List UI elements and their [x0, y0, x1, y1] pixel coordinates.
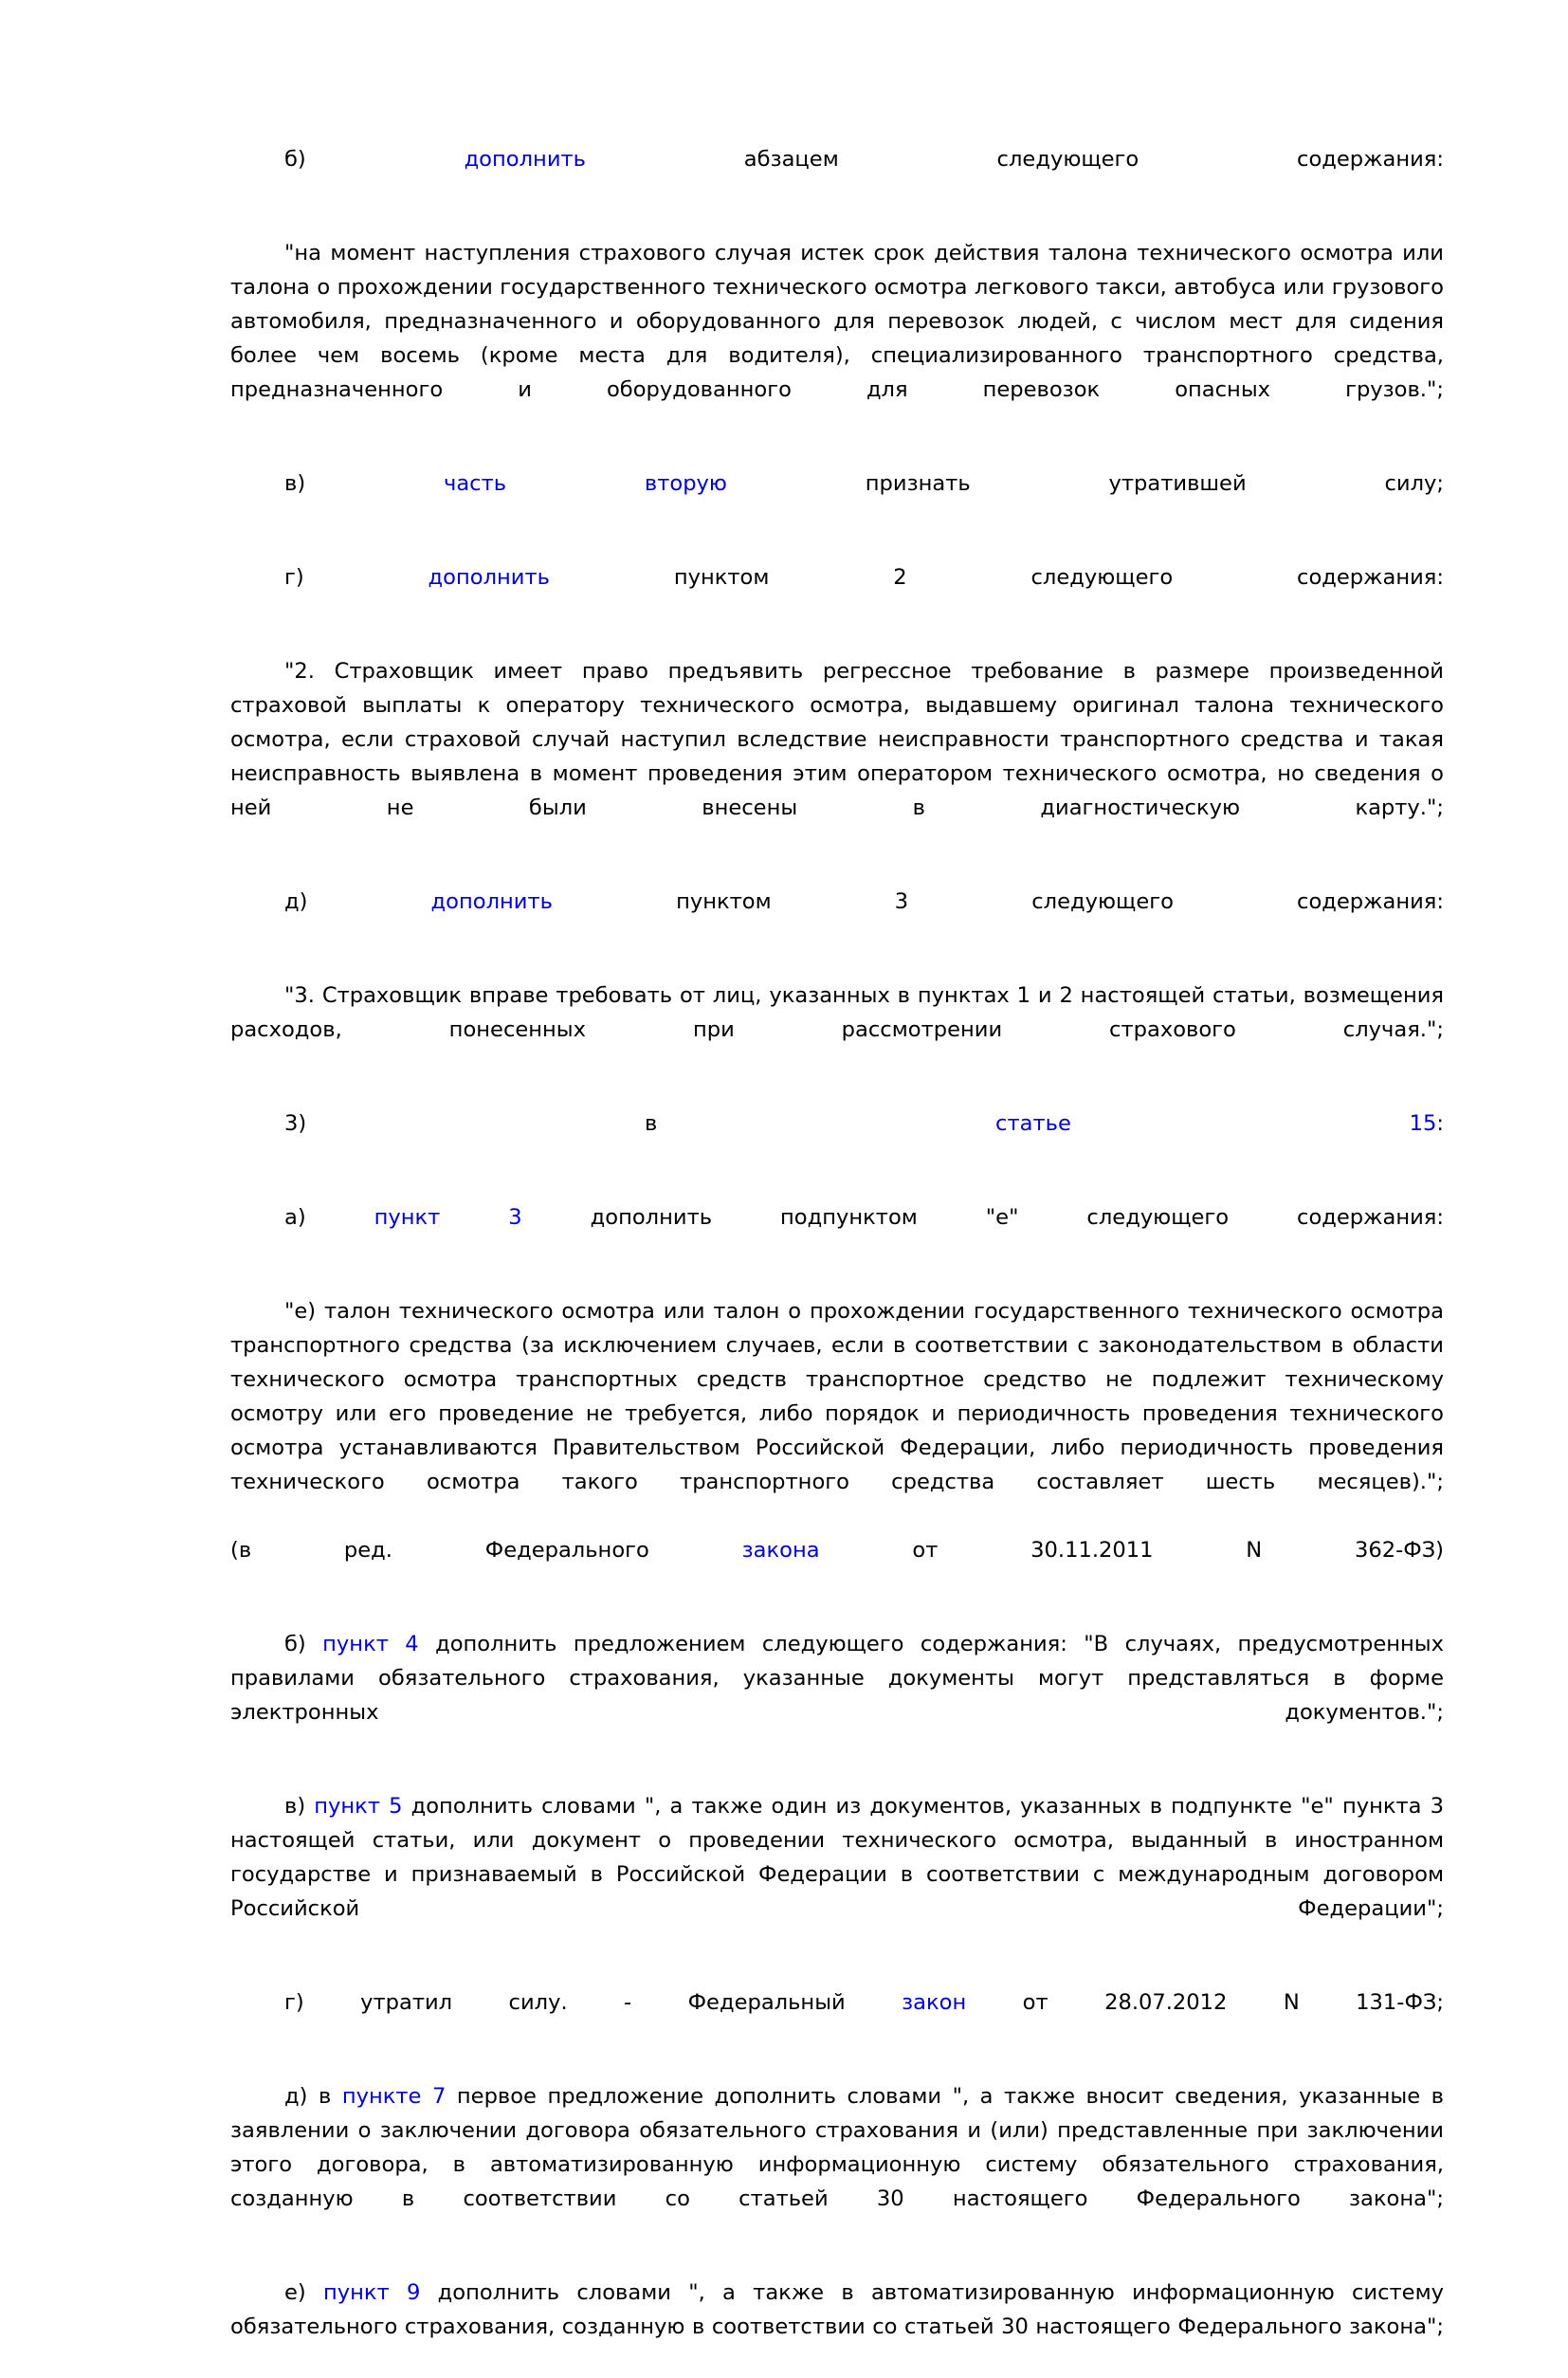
text-run: первое предложение дополнить словами ", а также вносит сведения, указанные в заявлении о заключении договора обязательного страхования и (или) представленные при заключении этого договора, в автоматизированную информационную систему обязательного страхования, созданную в соответствии со статьей 30 настоящего Федерального закона"; [230, 2084, 1444, 2211]
link-reference[interactable]: пункт 5 [314, 1794, 403, 1819]
text-run: а) [284, 1205, 374, 1230]
text-run: дополнить предложением следующего содержания: "В случаях, предусмотренных правилами обязательного страхования, указанные документы могут представляться в форме электронных документов."; [230, 1632, 1445, 1725]
text-run: б) [284, 147, 465, 172]
link-reference[interactable]: пункт 4 [322, 1632, 419, 1656]
text-run: пунктом 2 следующего содержания: [549, 565, 1444, 590]
text-run: "е) талон технического осмотра или талон о прохождении государственного технического осмотра транспортного средства (за исключением случаев, если в соответствии с законодательством в области технического осмотра транспортных средств транспортное средство не подлежит техническому осмотру или его проведение не требуется, либо порядок и периодичность проведения технического осмотра устанавливаются Правительством Российской Федерации, либо периодичность проведения технического осмотра такого транспортного средства составляет шесть месяцев)."; [230, 1299, 1444, 1494]
text-run: (в ред. Федерального [230, 1538, 742, 1563]
text-run: дополнить подпунктом "е" следующего содержания: [521, 1205, 1445, 1230]
text-run: пунктом 3 следующего содержания: [552, 889, 1444, 914]
link-reference[interactable]: дополнить [430, 889, 553, 914]
paragraph-item-v-chast-vtoruyu [230, 466, 1444, 535]
text-run: от 30.11.2011 N 362-ФЗ) [819, 1538, 1444, 1563]
paragraph-quote-na-moment-nastupleniya [230, 236, 1444, 441]
paragraph-item-e-punkt-9 [230, 2276, 1444, 2378]
paragraph-quote-punkt-2 [230, 654, 1444, 859]
link-reference[interactable]: часть вторую [443, 471, 727, 496]
text-run: от 28.07.2012 N 131-ФЗ; [966, 1990, 1444, 2015]
link-reference[interactable]: пункте 7 [341, 2084, 447, 2109]
paragraph-quote-punkt-3 [230, 979, 1444, 1081]
text-run: д) [284, 889, 431, 914]
paragraph-item-b-punkt-4 [230, 1627, 1444, 1764]
text-run: : [1436, 1111, 1444, 1136]
paragraph-item-3-v-state-15 [230, 1107, 1444, 1175]
paragraph-item-v-punkt-5 [230, 1789, 1444, 1960]
text-run: дополнить словами ", а также один из документов, указанных в подпункте "е" пункта 3 настоящей статьи, или документ о проведении технического осмотра, выданный в иностранном государстве и признаваемый в Российской Федерации в соответствии с международным договором Российской Федерации"; [230, 1794, 1445, 1921]
paragraph-item-d-punkt-7 [230, 2079, 1444, 2250]
text-run: "на момент наступления страхового случая истек срок действия талона технического осмотра или талона о прохождении государственного технического осмотра легкового такси, автобуса или грузового автомобиля, предназначенного и оборудованного для перевозок людей, с числом мест для сидения более чем восемь (кроме места для водителя), специализированного транспортного средства, предназначенного и оборудованного для перевозок опасных грузов."; [230, 241, 1444, 402]
text-run: д) в [284, 2084, 342, 2109]
paragraph-item-g-utratil-silu [230, 1985, 1444, 2054]
paragraph-item-d-dopolnit-punktom-3 [230, 885, 1444, 953]
text-run: абзацем следующего содержания: [585, 147, 1444, 172]
link-reference[interactable]: пункт 9 [323, 2280, 421, 2305]
link-reference[interactable]: дополнить [428, 565, 550, 590]
document-body [230, 142, 1444, 2378]
paragraph-quote-podpunkt-e [230, 1294, 1444, 1533]
link-reference[interactable]: пункт 3 [374, 1205, 522, 1230]
paragraph-item-b-dopolnit-abzacem [230, 142, 1444, 210]
text-run: 3) в [284, 1111, 996, 1136]
text-run: б) [284, 1632, 323, 1656]
text-run: дополнить словами ", а также в автоматизированную информационную систему обязательного страхования, созданную в соответствии со статьей 30 настоящего Федерального закона"; [230, 2280, 1444, 2339]
link-reference[interactable]: закон [902, 1990, 967, 2015]
paragraph-item-g-dopolnit-punktom-2 [230, 560, 1444, 629]
text-run: "3. Страховщик вправе требовать от лиц, указанных в пунктах 1 и 2 настоящей статьи, возмещения расходов, понесенных при рассмотрении страхового случая."; [230, 983, 1444, 1042]
link-reference[interactable]: закона [741, 1538, 820, 1563]
text-run: "2. Страховщик имеет право предъявить регрессное требование в размере произведенной страховой выплаты к оператору технического осмотра, выдавшему оригинал талона технического осмотра, если страховой случай наступил вследствие неисправности транспортного средства и такая неисправность выявлена в момент проведения этим оператором технического осмотра, но сведения о ней не были внесены в диагностическую карту."; [230, 659, 1444, 820]
text-run: г) утратил силу. - Федеральный [284, 1990, 903, 2015]
paragraph-note-v-red-362-fz [230, 1533, 1444, 1601]
link-reference[interactable]: дополнить [464, 147, 586, 172]
text-run: в) [284, 471, 444, 496]
link-reference[interactable]: статье 15 [995, 1111, 1437, 1136]
text-run: г) [284, 565, 428, 590]
text-run: е) [284, 2280, 323, 2305]
text-run: признать утратившей силу; [726, 471, 1445, 496]
paragraph-item-a-punkt-3 [230, 1200, 1444, 1269]
text-run: в) [284, 1794, 315, 1819]
